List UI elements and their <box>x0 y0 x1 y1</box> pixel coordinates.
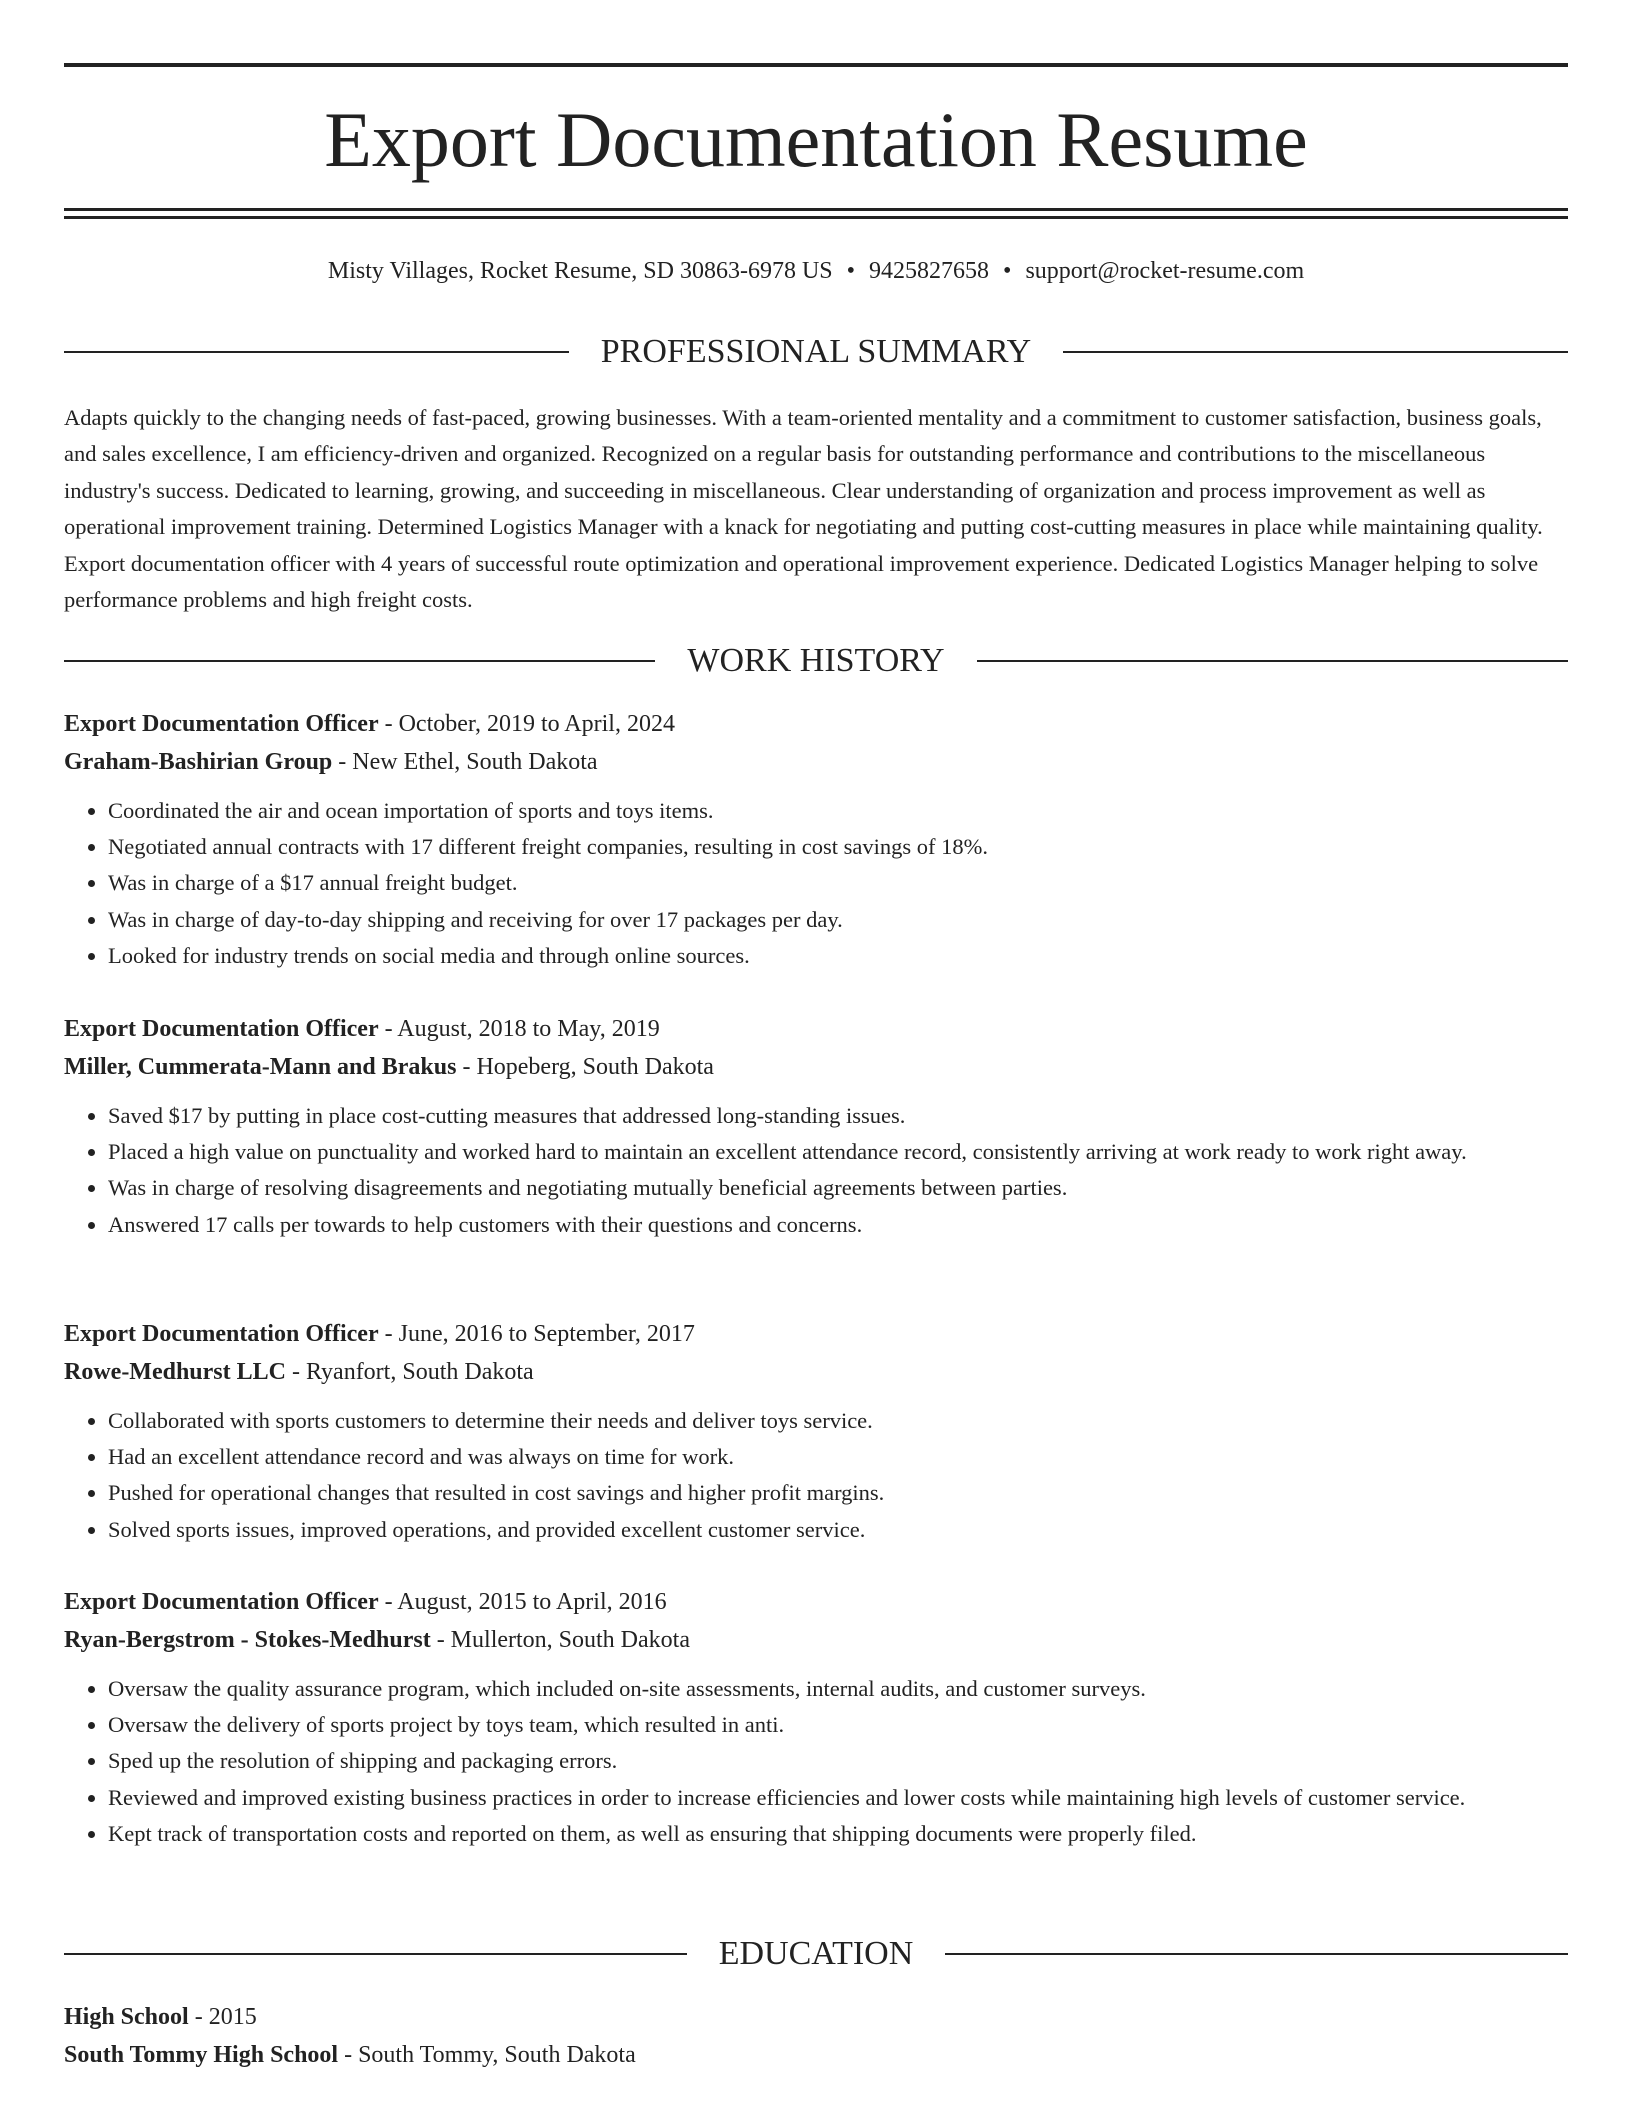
job-company-line <box>64 1353 1568 1391</box>
job-title-line <box>64 705 1568 743</box>
job-bullet: • Placed a high value on punctuality and worked hard to maintain an excellent attendance record, consistently arriving at work ready to work right away. <box>108 1134 1568 1170</box>
section-rule-left <box>64 351 569 353</box>
job-title: Export Documentation Officer <box>64 1321 379 1347</box>
job-dates: - October, 2019 to April, 2024 <box>378 711 675 737</box>
section-rule-left <box>64 660 655 662</box>
job-bullet: • Coordinated the air and ocean importation of sports and toys items. <box>108 793 1568 829</box>
section-heading: WORK HISTORY <box>687 642 945 679</box>
title-rule-lower <box>64 216 1568 219</box>
job-bullet: • Kept track of transportation costs and reported on them, as well as ensuring that shipping documents were properly filed. <box>108 1816 1568 1852</box>
job-bullets <box>64 793 1568 974</box>
job-company: Graham-Bashirian Group <box>64 749 333 775</box>
job-entry <box>64 1010 1568 1243</box>
job-location: - Hopeberg, South Dakota <box>456 1054 714 1080</box>
job-dates: - June, 2016 to September, 2017 <box>378 1321 695 1347</box>
job-bullet: • Negotiated annual contracts with 17 different freight companies, resulting in cost savings of 18%. <box>108 829 1568 865</box>
education-degree-line <box>64 1998 1568 2036</box>
contact-separator: • <box>846 258 856 284</box>
section-heading: PROFESSIONAL SUMMARY <box>600 333 1032 370</box>
section-rule-right <box>1063 351 1568 353</box>
job-bullet: • Was in charge of a $17 annual freight budget. <box>108 865 1568 901</box>
job-title-line <box>64 1315 1568 1353</box>
section-rule-right <box>977 660 1568 662</box>
job-bullet: • Collaborated with sports customers to determine their needs and deliver toys service. <box>108 1403 1568 1439</box>
job-bullet: • Sped up the resolution of shipping and packaging errors. <box>108 1743 1568 1779</box>
job-bullet: • Was in charge of day-to-day shipping and receiving for over 17 packages per day. <box>108 902 1568 938</box>
contact-address: Misty Villages, Rocket Resume, SD 30863-6978 US <box>327 258 833 284</box>
job-bullet: • Saved $17 by putting in place cost-cutting measures that addressed long-standing issues. <box>108 1098 1568 1134</box>
resume-title: Export Documentation Resume <box>324 96 1308 183</box>
job-bullet: • Was in charge of resolving disagreements and negotiating mutually beneficial agreements between parties. <box>108 1170 1568 1206</box>
contact-email: support@rocket-resume.com <box>1025 258 1305 284</box>
education-section-header <box>64 1932 1568 1976</box>
job-company: Rowe-Medhurst LLC <box>64 1359 286 1385</box>
job-company-line <box>64 743 1568 781</box>
job-bullet: • Oversaw the delivery of sports project by toys team, which resulted in anti. <box>108 1707 1568 1743</box>
education-year: - 2015 <box>188 2004 257 2030</box>
job-entry <box>64 1583 1568 1852</box>
contact-phone: 9425827658 <box>869 258 990 284</box>
job-bullet: • Had an excellent attendance record and was always on time for work. <box>108 1439 1568 1475</box>
job-company: Ryan-Bergstrom - Stokes-Medhurst <box>64 1627 431 1653</box>
contact-separator: • <box>1003 258 1012 284</box>
job-company-line <box>64 1048 1568 1086</box>
job-entry <box>64 705 1568 974</box>
work-section-header <box>64 639 1568 683</box>
job-bullet: • Oversaw the quality assurance program, which included on-site assessments, internal audits, and customer surveys. <box>108 1671 1568 1707</box>
job-location: - Mullerton, South Dakota <box>430 1627 690 1653</box>
education-location: - South Tommy, South Dakota <box>338 2042 636 2068</box>
job-bullets <box>64 1403 1568 1548</box>
education-degree: High School <box>64 2004 189 2030</box>
section-heading: EDUCATION <box>718 1935 914 1972</box>
job-bullet: • Looked for industry trends on social media and through online sources. <box>108 938 1568 974</box>
contact-line <box>64 254 1568 288</box>
job-bullet: • Pushed for operational changes that resulted in cost savings and higher profit margins. <box>108 1475 1568 1511</box>
job-location: - New Ethel, South Dakota <box>332 749 598 775</box>
summary-text: Adapts quickly to the changing needs of fast-paced, growing businesses. With a team-oriented mentality and a commitment to customer satisfaction, business goals, and sales excellence, I am efficiency-driven and organized. Recognized on a regular basis for outstanding performance and contributions to the miscellaneous industry's success. Dedicated to learning, growing, and succeeding in miscellaneous. Clear understanding of organization and process improvement as well as operational improvement training. Determined Logistics Manager with a knack for negotiating and putting cost-cutting measures in place while maintaining quality. Export documentation officer with 4 years of successful route optimization and operational improvement experience. Dedicated Logistics Manager helping to solve performance problems and high freight costs. <box>64 405 1543 613</box>
job-bullet: • Solved sports issues, improved operations, and provided excellent customer service. <box>108 1512 1568 1548</box>
job-bullets <box>64 1671 1568 1852</box>
top-rule <box>64 63 1568 67</box>
job-location: - Ryanfort, South Dakota <box>286 1359 534 1385</box>
job-entry <box>64 1315 1568 1548</box>
job-title-line <box>64 1583 1568 1621</box>
job-dates: - August, 2018 to May, 2019 <box>378 1016 660 1042</box>
job-dates: - August, 2015 to April, 2016 <box>378 1589 667 1615</box>
job-title: Export Documentation Officer <box>64 1589 379 1615</box>
job-company-line <box>64 1621 1568 1659</box>
section-rule-left <box>64 1953 687 1955</box>
title-rule-upper <box>64 208 1568 211</box>
job-title: Export Documentation Officer <box>64 1016 379 1042</box>
job-bullet: • Answered 17 calls per towards to help customers with their questions and concerns. <box>108 1207 1568 1243</box>
job-title-line <box>64 1010 1568 1048</box>
job-title: Export Documentation Officer <box>64 711 379 737</box>
job-bullet: • Reviewed and improved existing business practices in order to increase efficiencies and lower costs while maintaining high levels of customer service. <box>108 1780 1568 1816</box>
section-rule-right <box>945 1953 1568 1955</box>
job-bullets <box>64 1098 1568 1243</box>
summary-section-header <box>64 330 1568 374</box>
education-school: South Tommy High School <box>64 2042 339 2068</box>
education-school-line <box>64 2036 1568 2074</box>
education-entry <box>64 1998 1568 2074</box>
job-company: Miller, Cummerata-Mann and Brakus <box>64 1054 457 1080</box>
